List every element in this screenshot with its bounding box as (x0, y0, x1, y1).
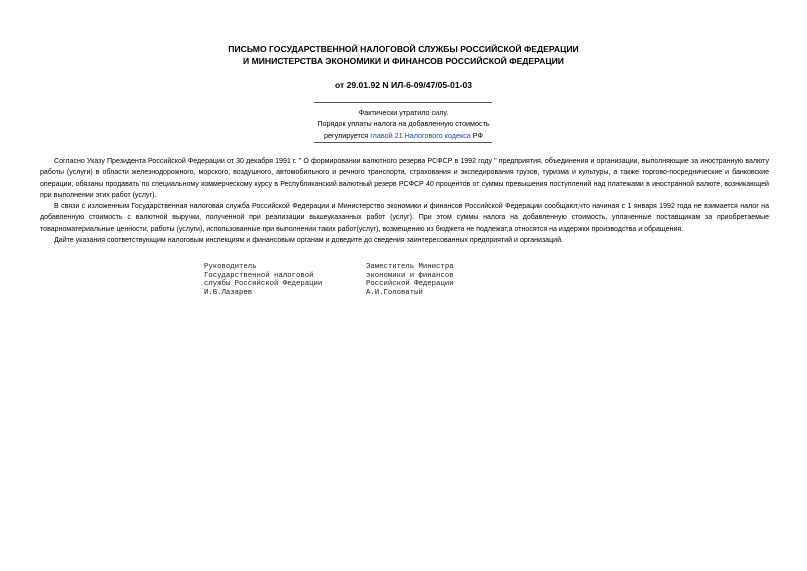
signature-left-line: Руководитель (204, 263, 257, 271)
title-line-2: И МИНИСТЕРСТВА ЭКОНОМИКИ И ФИНАНСОВ РОССИЙСКОЙ ФЕДЕРАЦИИ (243, 55, 564, 66)
title-line-1: ПИСЬМО ГОСУДАРСТВЕННОЙ НАЛОГОВОЙ СЛУЖБЫ РОССИЙСКОЙ ФЕДЕРАЦИИ (228, 44, 579, 54)
signature-left-line: службы Российской Федерации (204, 280, 323, 288)
signature-right-line: Заместитель Министра (366, 263, 454, 271)
signature-left-line: Государственной налоговой (204, 271, 314, 280)
paragraph-1: Согласно Указу Президента Российской Федерации от 30 декабря 1991 г. " О формировании валютного резерва РСФСР в 1992 году " предприятия, объединения и организации, выполняющие за иностранную валюту работы (услуги) в области железнодорожного, морского, воздушного, автомобильного и речного транспорта, страхования и экспедирования грузов, туризма и культуры, а также торгово-посреднические и банковские операции, обязаны продавать по специальному коммерческому курсу в Республиканский валютный резерв РСФСР 40 процентов от суммы превышения поступлений над платежами в иностранной валюте, возникающей при выполнении этих работ (услуг). (40, 158, 769, 199)
top-divider (314, 102, 492, 103)
document-date-number: от 29.01.92 N ИЛ-6-09/47/05-01-03 (334, 80, 473, 90)
document-title (0, 44, 807, 67)
tax-code-chapter-link[interactable]: главой 21 Налогового кодекса (370, 130, 471, 140)
signature-block-left (204, 263, 322, 297)
status-note (0, 107, 807, 141)
signature-right-line: экономики и финансов (366, 271, 454, 280)
status-note-line-2: Порядок уплаты налога на добавленную стоимость (317, 119, 490, 129)
signature-block-right (366, 263, 454, 297)
bottom-divider (314, 142, 492, 143)
paragraph-3: Дайте указания соответствующим налоговым инспекциям и финансовым органам и доведите до сведения заинтересованных предприятий и организаций. (54, 237, 563, 245)
signature-right-name: А.И.Головатый (366, 288, 423, 297)
signature-right-line: Российской Федерации (366, 280, 454, 288)
letter-body (40, 156, 769, 246)
status-note-line-3 (0, 130, 807, 141)
status-note-prefix: регулируется (324, 130, 371, 140)
status-note-suffix: РФ (470, 130, 483, 140)
status-note-line-1: Фактически утратило силу. (358, 108, 449, 117)
signature-left-name: И.В.Лазарев (204, 288, 253, 297)
paragraph-2: В связи с изложенным Государственная налоговая служба Российской Федерации и Министерство экономики и финансов Российской Федерации сообщают,что начиная с 1 января 1992 года не взимается налог на добавленную стоимость с валютной выручки, полученной при реализации вышеуказанных работ (услуг). При этом суммы налога на добавленную стоимость, уплаченные поставщикам за приобретаемые товарноматериальные ценности, работы (услуги), использованные при выполнении таких работ(услуг), возмещению из бюджета не подлежат,а относятся на издержки производства и обращения. (40, 203, 769, 233)
